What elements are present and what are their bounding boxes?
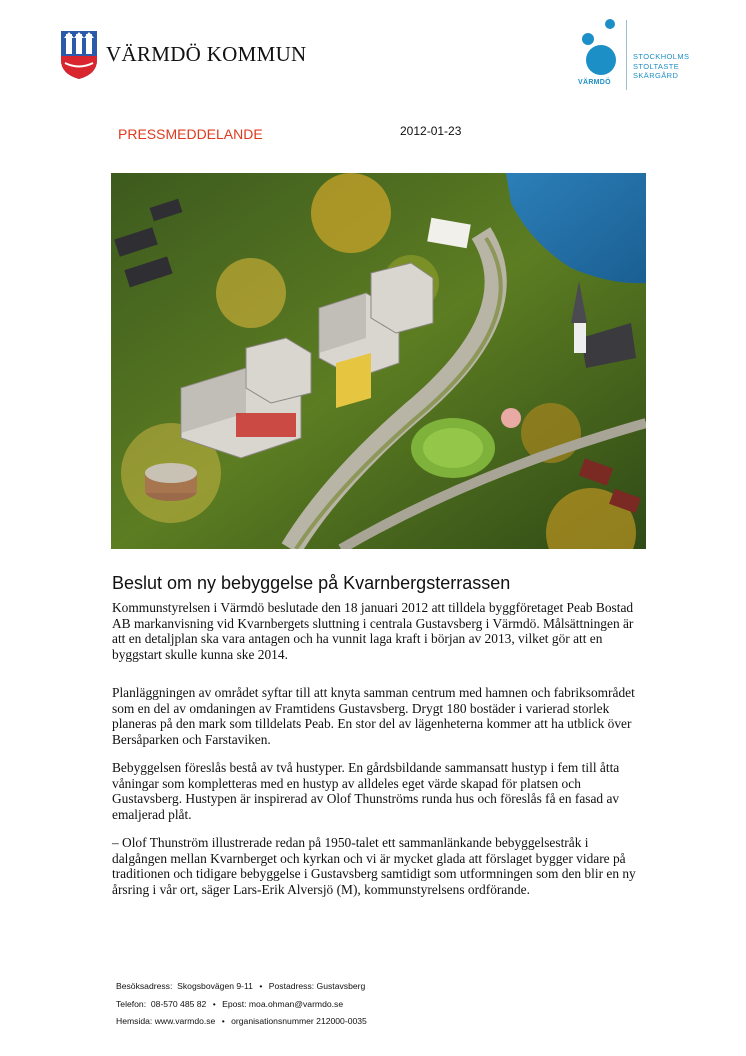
kommun-name: VÄRMDÖ KOMMUN: [106, 42, 307, 66]
article-paragraph: – Olof Thunström illustrerade redan på 1950-talet ett sammanlänkande bebyggelsestråk i dalgången mellan Kvarnberget och kyrkan och vi är mycket glada att förslaget bygger vidare på traditionen och tidigare bebyggelse i Gustavsberg samtidigt som utformningen som den blir en ny årsring i vår ort, säger Lars-Erik Alversjö (M), kommunstyrelsens ordförande.: [112, 835, 636, 897]
tagline-line: STOCKHOLMS: [633, 52, 690, 61]
brand-tagline: [633, 52, 689, 81]
postal-address-value: Gustavsberg: [316, 981, 366, 991]
development-aerial-image: [111, 173, 646, 549]
kommun-crest-icon: [60, 30, 98, 80]
article-paragraph: Kommunstyrelsen i Värmdö beslutade den 18 januari 2012 att tilldela byggföretaget Peab Bostad AB markanvisning vid Kvarnbergets sluttning i centrala Gustavsberg i Värmdö. Målsättningen är att en detaljplan ska vara antagen och ha vunnit laga kraft i början av 2013, vilket gör att en byggstart skulle kunna ske 2014.: [112, 600, 634, 662]
org-number: organisationsnummer 212000-0035: [231, 1016, 367, 1026]
tagline-line: STOLTASTE: [633, 61, 680, 71]
phone-label: Telefon:: [116, 999, 147, 1009]
article-paragraph: Planläggningen av området syftar till att knyta samman centrum med hamnen och fabriksområdet som en del av omdaningen av Framtidens Gustavsberg. Drygt 180 bostäder i varierad storlek planeras på den mark som tilldelats Peab. En stor del av lägenheterna kommer att ha utblick över Bersåparken och Farstaviken.: [112, 685, 635, 747]
visit-address-value: Skogsbovägen 9-11: [177, 981, 253, 991]
website-value[interactable]: www.varmdo.se: [154, 1016, 216, 1026]
footer-contact-line: [116, 999, 343, 1009]
brand-divider: [626, 20, 627, 90]
brand-wordmark: VÄRMDÖ: [578, 79, 611, 86]
postal-address-label: Postadress:: [268, 981, 315, 991]
visit-address-label: Besöksadress:: [116, 981, 173, 991]
footer-address-line: [116, 981, 365, 991]
footer-bullet: •: [212, 999, 216, 1009]
website-label: Hemsida:: [116, 1016, 153, 1026]
footer-bullet: •: [221, 1016, 225, 1026]
footer-web-line: [116, 1016, 367, 1026]
footer-bullet: •: [259, 981, 263, 991]
press-release-label: PRESSMEDDELANDE: [118, 126, 263, 142]
article-paragraph: Bebyggelsen föreslås bestå av två hustyper. En gårdsbildande sammansatt hustyp i fem till åtta våningar som kompletteras med en hustyp av alldeles eget värde skapad för platsen och Gustavsberg. Hustypen är inspirerad av Olof Thunströms runda hus och föreslås få en fasad av emaljerad plåt.: [112, 760, 620, 822]
email-value[interactable]: moa.ohman@varmdo.se: [248, 999, 344, 1009]
tagline-line: SKÄRGÅRD: [633, 71, 679, 80]
press-release-date: 2012-01-23: [400, 124, 462, 138]
email-label: Epost:: [222, 999, 247, 1009]
phone-value: 08-570 485 82: [150, 999, 207, 1009]
article-headline: Beslut om ny bebyggelse på Kvarnbergsterrassen: [112, 573, 511, 593]
